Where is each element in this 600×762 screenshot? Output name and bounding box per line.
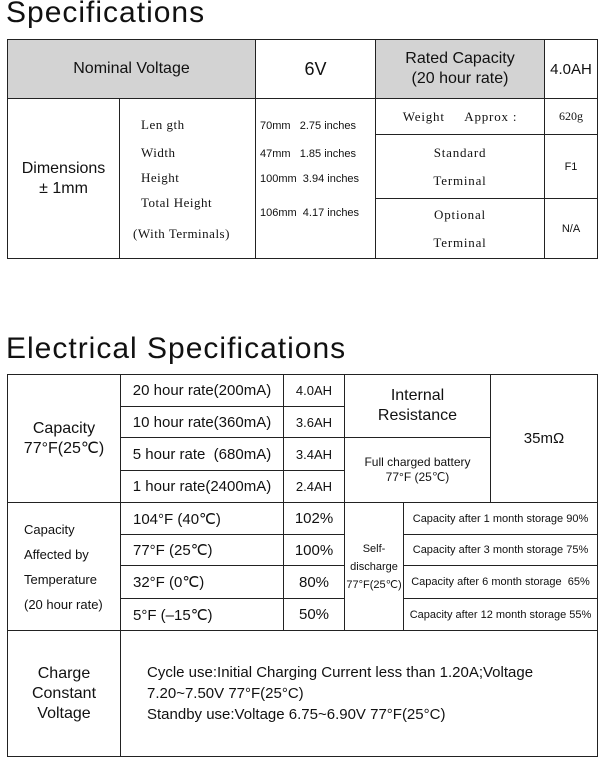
self-discharge-line: Self- [362,542,386,555]
dim-height-value: 100mm 3.94 inches [260,173,360,185]
weight-label: Weight Approx : [375,98,545,135]
capacity-label-line1: Capacity [32,419,96,437]
charge-label-line: Voltage [37,704,91,722]
dim-length-label: Len gth [141,117,185,132]
dimensions-line2: ± 1mm [39,179,88,197]
weight-value: 620g [544,98,598,135]
capacity-label-line2: 77°F(25℃) [23,439,105,457]
charge-voltage-details [120,630,598,757]
charge-detail-line: 7.20~7.50V 77°F(25°C) [147,685,304,702]
dimensions-line1: Dimensions [21,159,106,177]
temperature-value-cell: 50% [283,598,345,631]
rated-capacity-value: 4.0AH [544,39,598,99]
charge-detail-line: Standby use:Voltage 6.75~6.90V 77°F(25°C) [147,706,446,723]
nominal-voltage-label: Nominal Voltage [7,39,256,99]
dim-total-height-value: 106mm 4.17 inches [260,207,360,219]
temperature-capacity-label [7,502,121,631]
optional-terminal-line2: Terminal [433,234,487,250]
charge-label-line: Constant [31,684,97,702]
temperature-row: 104°F (40℃) [120,502,284,535]
standard-terminal-line1: Standard [433,144,487,160]
storage-row: Capacity after 6 month storage 65% [403,565,598,599]
dim-width-value: 47mm 1.85 inches [260,148,356,160]
internal-resistance-label [344,374,491,438]
self-discharge-line: 77°F(25℃) [346,578,402,591]
standard-terminal-line2: Terminal [433,172,487,188]
self-discharge-line: discharge [350,560,398,573]
rated-capacity-line2: (20 hour rate) [411,70,509,87]
temperature-label-line: (20 hour rate) [24,596,103,612]
temperature-value-cell: 100% [283,534,345,566]
charge-label-line: Charge [37,664,91,682]
dim-length-value: 70mm 2.75 inches [260,120,356,132]
electrical-specifications-title: Electrical Specifications [6,332,347,365]
temperature-label-line: Capacity [24,521,75,537]
dim-with-terminals-label: (With Terminals) [133,226,230,241]
capacity-value-cell: 3.4AH [283,437,345,471]
full-charged-line1: Full charged battery [364,455,471,469]
temperature-value-cell: 80% [283,565,345,599]
storage-row: Capacity after 3 month storage 75% [403,534,598,566]
full-charged-line2: 77°F (25℃) [385,470,450,484]
temperature-row: 32°F (0℃) [120,565,284,599]
internal-resistance-value: 35mΩ [490,374,598,503]
optional-terminal-label [375,198,545,259]
temperature-label-line: Temperature [24,571,97,587]
storage-row: Capacity after 1 month storage 90% [403,502,598,535]
rated-capacity-label [375,39,545,99]
dim-height-label: Height [141,170,180,185]
internal-resistance-line2: Resistance [377,407,458,424]
optional-terminal-line1: Optional [434,206,486,222]
specifications-title: Specifications [6,0,206,29]
full-charged-note [344,437,491,503]
temperature-value-cell: 102% [283,502,345,535]
internal-resistance-line1: Internal [390,387,445,404]
capacity-label [7,374,121,503]
temperature-row: 77°F (25℃) [120,534,284,566]
storage-row: Capacity after 12 month storage 55% [403,598,598,631]
self-discharge-label [344,502,404,631]
capacity-rate-row: 5 hour rate (680mA) [120,437,284,471]
nominal-voltage-value: 6V [255,39,376,99]
temperature-label-line: Affected by [24,546,89,562]
capacity-rate-row: 20 hour rate(200mA) [120,374,284,407]
capacity-value-cell: 4.0AH [283,374,345,407]
rated-capacity-line1: Rated Capacity [405,50,515,67]
charge-voltage-label [7,630,121,757]
capacity-rate-row: 10 hour rate(360mA) [120,406,284,438]
dimensions-label [7,98,120,259]
standard-terminal-label [375,134,545,199]
capacity-value-cell: 2.4AH [283,470,345,503]
charge-detail-line: Cycle use:Initial Charging Current less than 1.20A;Voltage [147,664,534,681]
capacity-value-cell: 3.6AH [283,406,345,438]
dim-width-label: Width [141,145,176,160]
dim-total-height-label: Total Height [141,195,213,210]
capacity-rate-row: 1 hour rate(2400mA) [120,470,284,503]
optional-terminal-value: N/A [544,198,598,259]
temperature-row: 5°F (–15℃) [120,598,284,631]
standard-terminal-value: F1 [544,134,598,199]
